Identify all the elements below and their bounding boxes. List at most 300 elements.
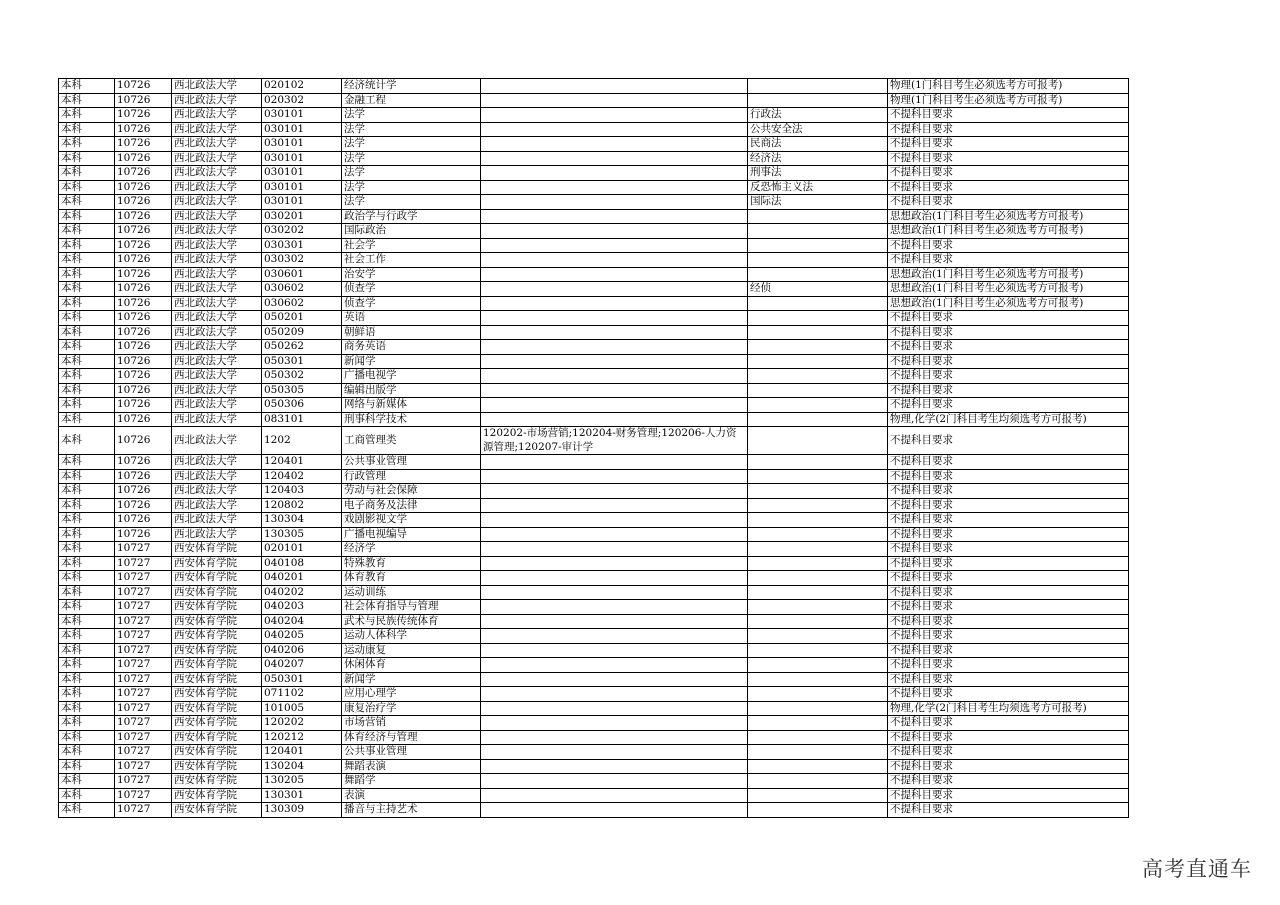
level-cell: 本科 bbox=[59, 672, 115, 687]
major-code-cell: 050301 bbox=[262, 672, 342, 687]
subject-requirement-cell: 不提科目要求 bbox=[888, 803, 1129, 818]
major-name-cell: 播音与主持艺术 bbox=[342, 803, 481, 818]
included-majors-cell bbox=[481, 93, 748, 108]
subject-requirement-cell: 不提科目要求 bbox=[888, 238, 1129, 253]
major-code-cell: 030302 bbox=[262, 253, 342, 268]
school-code-cell: 10727 bbox=[115, 629, 172, 644]
included-majors-cell bbox=[481, 571, 748, 586]
direction-cell bbox=[748, 93, 888, 108]
school-name-cell: 西安体育学院 bbox=[172, 672, 262, 687]
school-name-cell: 西北政法大学 bbox=[172, 354, 262, 369]
major-name-cell: 政治学与行政学 bbox=[342, 209, 481, 224]
school-code-cell: 10726 bbox=[115, 166, 172, 181]
school-code-cell: 10726 bbox=[115, 469, 172, 484]
direction-cell bbox=[748, 701, 888, 716]
included-majors-cell bbox=[481, 455, 748, 470]
direction-cell bbox=[748, 759, 888, 774]
included-majors-cell bbox=[481, 716, 748, 731]
table-row bbox=[59, 571, 1129, 586]
level-cell: 本科 bbox=[59, 455, 115, 470]
school-code-cell: 10727 bbox=[115, 716, 172, 731]
major-name-cell: 公共事业管理 bbox=[342, 455, 481, 470]
table-row bbox=[59, 166, 1129, 181]
included-majors-cell bbox=[481, 730, 748, 745]
included-majors-cell bbox=[481, 354, 748, 369]
major-name-cell: 应用心理学 bbox=[342, 687, 481, 702]
school-name-cell: 西北政法大学 bbox=[172, 484, 262, 499]
subject-requirement-cell: 不提科目要求 bbox=[888, 484, 1129, 499]
table-row bbox=[59, 513, 1129, 528]
major-name-cell: 新闻学 bbox=[342, 672, 481, 687]
major-code-cell: 030201 bbox=[262, 209, 342, 224]
subject-requirement-cell: 不提科目要求 bbox=[888, 629, 1129, 644]
level-cell: 本科 bbox=[59, 93, 115, 108]
school-name-cell: 西北政法大学 bbox=[172, 209, 262, 224]
school-code-cell: 10727 bbox=[115, 658, 172, 673]
major-code-cell: 083101 bbox=[262, 412, 342, 427]
direction-cell bbox=[748, 803, 888, 818]
subject-requirement-cell: 不提科目要求 bbox=[888, 614, 1129, 629]
major-name-cell: 特殊教育 bbox=[342, 556, 481, 571]
direction-cell bbox=[748, 498, 888, 513]
direction-cell bbox=[748, 369, 888, 384]
school-code-cell: 10727 bbox=[115, 803, 172, 818]
level-cell: 本科 bbox=[59, 701, 115, 716]
subject-requirement-cell: 不提科目要求 bbox=[888, 585, 1129, 600]
included-majors-cell bbox=[481, 224, 748, 239]
direction-cell bbox=[748, 354, 888, 369]
level-cell: 本科 bbox=[59, 108, 115, 123]
included-majors-cell bbox=[481, 296, 748, 311]
table-row bbox=[59, 427, 1129, 455]
included-majors-cell bbox=[481, 701, 748, 716]
major-name-cell: 编辑出版学 bbox=[342, 383, 481, 398]
subject-requirement-cell: 不提科目要求 bbox=[888, 788, 1129, 803]
school-name-cell: 西北政法大学 bbox=[172, 180, 262, 195]
major-code-cell: 020302 bbox=[262, 93, 342, 108]
included-majors-cell bbox=[481, 369, 748, 384]
subject-requirement-cell: 不提科目要求 bbox=[888, 687, 1129, 702]
included-majors-cell bbox=[481, 238, 748, 253]
level-cell: 本科 bbox=[59, 614, 115, 629]
major-code-cell: 120202 bbox=[262, 716, 342, 731]
school-code-cell: 10727 bbox=[115, 556, 172, 571]
school-code-cell: 10726 bbox=[115, 311, 172, 326]
major-code-cell: 120403 bbox=[262, 484, 342, 499]
major-name-cell: 社会体育指导与管理 bbox=[342, 600, 481, 615]
major-code-cell: 050201 bbox=[262, 311, 342, 326]
level-cell: 本科 bbox=[59, 398, 115, 413]
school-code-cell: 10726 bbox=[115, 151, 172, 166]
major-code-cell: 130301 bbox=[262, 788, 342, 803]
included-majors-cell bbox=[481, 253, 748, 268]
school-code-cell: 10727 bbox=[115, 745, 172, 760]
included-majors-cell bbox=[481, 412, 748, 427]
major-name-cell: 市场营销 bbox=[342, 716, 481, 731]
school-code-cell: 10727 bbox=[115, 643, 172, 658]
subject-requirement-cell: 不提科目要求 bbox=[888, 542, 1129, 557]
school-name-cell: 西北政法大学 bbox=[172, 383, 262, 398]
included-majors-cell bbox=[481, 383, 748, 398]
subject-requirement-cell: 不提科目要求 bbox=[888, 730, 1129, 745]
major-code-cell: 040108 bbox=[262, 556, 342, 571]
school-code-cell: 10726 bbox=[115, 427, 172, 455]
major-name-cell: 戏剧影视文学 bbox=[342, 513, 481, 528]
direction-cell bbox=[748, 427, 888, 455]
major-name-cell: 运动人体科学 bbox=[342, 629, 481, 644]
table-row bbox=[59, 629, 1129, 644]
table-row bbox=[59, 730, 1129, 745]
table-row bbox=[59, 383, 1129, 398]
level-cell: 本科 bbox=[59, 484, 115, 499]
level-cell: 本科 bbox=[59, 643, 115, 658]
major-code-cell: 030602 bbox=[262, 296, 342, 311]
school-name-cell: 西安体育学院 bbox=[172, 585, 262, 600]
subject-requirement-cell: 不提科目要求 bbox=[888, 354, 1129, 369]
subject-requirement-cell: 不提科目要求 bbox=[888, 253, 1129, 268]
subject-requirement-cell: 思想政治(1门科目考生必须选考方可报考) bbox=[888, 296, 1129, 311]
included-majors-cell bbox=[481, 151, 748, 166]
direction-cell bbox=[748, 585, 888, 600]
included-majors-cell bbox=[481, 629, 748, 644]
school-code-cell: 10727 bbox=[115, 759, 172, 774]
direction-cell bbox=[748, 658, 888, 673]
direction-cell bbox=[748, 484, 888, 499]
level-cell: 本科 bbox=[59, 687, 115, 702]
school-name-cell: 西北政法大学 bbox=[172, 137, 262, 152]
school-name-cell: 西安体育学院 bbox=[172, 556, 262, 571]
direction-cell bbox=[748, 238, 888, 253]
school-code-cell: 10726 bbox=[115, 122, 172, 137]
major-name-cell: 英语 bbox=[342, 311, 481, 326]
school-name-cell: 西安体育学院 bbox=[172, 571, 262, 586]
direction-cell bbox=[748, 788, 888, 803]
direction-cell bbox=[748, 325, 888, 340]
major-name-cell: 新闻学 bbox=[342, 354, 481, 369]
school-name-cell: 西安体育学院 bbox=[172, 803, 262, 818]
school-code-cell: 10726 bbox=[115, 238, 172, 253]
school-name-cell: 西北政法大学 bbox=[172, 340, 262, 355]
table-row bbox=[59, 455, 1129, 470]
school-name-cell: 西北政法大学 bbox=[172, 369, 262, 384]
direction-cell bbox=[748, 643, 888, 658]
school-code-cell: 10727 bbox=[115, 542, 172, 557]
school-name-cell: 西安体育学院 bbox=[172, 730, 262, 745]
subject-requirement-cell: 不提科目要求 bbox=[888, 498, 1129, 513]
school-code-cell: 10727 bbox=[115, 701, 172, 716]
major-code-cell: 130204 bbox=[262, 759, 342, 774]
school-name-cell: 西北政法大学 bbox=[172, 469, 262, 484]
subject-requirement-cell: 不提科目要求 bbox=[888, 513, 1129, 528]
major-name-cell: 运动训练 bbox=[342, 585, 481, 600]
major-code-cell: 040204 bbox=[262, 614, 342, 629]
table-row bbox=[59, 122, 1129, 137]
direction-cell: 行政法 bbox=[748, 108, 888, 123]
major-code-cell: 030101 bbox=[262, 122, 342, 137]
direction-cell bbox=[748, 672, 888, 687]
school-name-cell: 西安体育学院 bbox=[172, 701, 262, 716]
major-code-cell: 050301 bbox=[262, 354, 342, 369]
major-name-cell: 社会学 bbox=[342, 238, 481, 253]
level-cell: 本科 bbox=[59, 209, 115, 224]
table-row bbox=[59, 282, 1129, 297]
school-name-cell: 西北政法大学 bbox=[172, 122, 262, 137]
school-code-cell: 10726 bbox=[115, 282, 172, 297]
subject-requirement-cell: 不提科目要求 bbox=[888, 774, 1129, 789]
direction-cell: 刑事法 bbox=[748, 166, 888, 181]
level-cell: 本科 bbox=[59, 469, 115, 484]
major-code-cell: 030101 bbox=[262, 137, 342, 152]
included-majors-cell bbox=[481, 672, 748, 687]
major-name-cell: 法学 bbox=[342, 122, 481, 137]
major-name-cell: 商务英语 bbox=[342, 340, 481, 355]
major-name-cell: 电子商务及法律 bbox=[342, 498, 481, 513]
table-row bbox=[59, 354, 1129, 369]
major-name-cell: 体育经济与管理 bbox=[342, 730, 481, 745]
school-code-cell: 10726 bbox=[115, 108, 172, 123]
table-row bbox=[59, 108, 1129, 123]
table-row bbox=[59, 484, 1129, 499]
school-name-cell: 西北政法大学 bbox=[172, 195, 262, 210]
school-name-cell: 西北政法大学 bbox=[172, 108, 262, 123]
school-name-cell: 西北政法大学 bbox=[172, 151, 262, 166]
table-row bbox=[59, 180, 1129, 195]
school-code-cell: 10727 bbox=[115, 774, 172, 789]
included-majors-cell bbox=[481, 122, 748, 137]
direction-cell bbox=[748, 556, 888, 571]
school-code-cell: 10726 bbox=[115, 383, 172, 398]
major-name-cell: 舞蹈学 bbox=[342, 774, 481, 789]
included-majors-cell bbox=[481, 484, 748, 499]
level-cell: 本科 bbox=[59, 340, 115, 355]
included-majors-cell bbox=[481, 803, 748, 818]
major-name-cell: 网络与新媒体 bbox=[342, 398, 481, 413]
direction-cell: 经侦 bbox=[748, 282, 888, 297]
table-row bbox=[59, 224, 1129, 239]
included-majors-cell bbox=[481, 658, 748, 673]
school-code-cell: 10726 bbox=[115, 527, 172, 542]
school-name-cell: 西北政法大学 bbox=[172, 224, 262, 239]
major-name-cell: 社会工作 bbox=[342, 253, 481, 268]
school-code-cell: 10726 bbox=[115, 498, 172, 513]
school-name-cell: 西安体育学院 bbox=[172, 788, 262, 803]
level-cell: 本科 bbox=[59, 803, 115, 818]
school-name-cell: 西安体育学院 bbox=[172, 658, 262, 673]
table-row bbox=[59, 585, 1129, 600]
school-name-cell: 西北政法大学 bbox=[172, 527, 262, 542]
major-code-cell: 020101 bbox=[262, 542, 342, 557]
table-row bbox=[59, 253, 1129, 268]
level-cell: 本科 bbox=[59, 224, 115, 239]
school-code-cell: 10726 bbox=[115, 180, 172, 195]
major-code-cell: 120212 bbox=[262, 730, 342, 745]
included-majors-cell bbox=[481, 209, 748, 224]
included-majors-cell bbox=[481, 527, 748, 542]
table-row bbox=[59, 137, 1129, 152]
subject-requirement-cell: 物理(1门科目考生必须选考方可报考) bbox=[888, 79, 1129, 94]
major-code-cell: 030101 bbox=[262, 151, 342, 166]
major-name-cell: 经济学 bbox=[342, 542, 481, 557]
school-code-cell: 10726 bbox=[115, 195, 172, 210]
table-row bbox=[59, 542, 1129, 557]
direction-cell bbox=[748, 383, 888, 398]
school-name-cell: 西北政法大学 bbox=[172, 93, 262, 108]
table-row bbox=[59, 469, 1129, 484]
major-name-cell: 行政管理 bbox=[342, 469, 481, 484]
direction-cell bbox=[748, 340, 888, 355]
school-code-cell: 10726 bbox=[115, 79, 172, 94]
school-name-cell: 西安体育学院 bbox=[172, 614, 262, 629]
table-row bbox=[59, 745, 1129, 760]
school-code-cell: 10726 bbox=[115, 224, 172, 239]
table-row bbox=[59, 556, 1129, 571]
school-name-cell: 西安体育学院 bbox=[172, 774, 262, 789]
level-cell: 本科 bbox=[59, 238, 115, 253]
major-code-cell: 1202 bbox=[262, 427, 342, 455]
watermark: 高考直通车 bbox=[1142, 857, 1252, 881]
subject-requirement-cell: 思想政治(1门科目考生必须选考方可报考) bbox=[888, 282, 1129, 297]
level-cell: 本科 bbox=[59, 253, 115, 268]
major-name-cell: 武术与民族传统体育 bbox=[342, 614, 481, 629]
included-majors-cell bbox=[481, 600, 748, 615]
major-code-cell: 030301 bbox=[262, 238, 342, 253]
included-majors-cell bbox=[481, 542, 748, 557]
level-cell: 本科 bbox=[59, 137, 115, 152]
table-row bbox=[59, 79, 1129, 94]
major-code-cell: 040201 bbox=[262, 571, 342, 586]
included-majors-cell: 120202-市场营销;120204-财务管理;120206-人力资源管理;120207-审计学 bbox=[481, 427, 748, 455]
school-code-cell: 10726 bbox=[115, 412, 172, 427]
major-code-cell: 130304 bbox=[262, 513, 342, 528]
subject-requirement-cell: 不提科目要求 bbox=[888, 600, 1129, 615]
major-code-cell: 040205 bbox=[262, 629, 342, 644]
included-majors-cell bbox=[481, 267, 748, 282]
direction-cell bbox=[748, 614, 888, 629]
subject-requirement-cell: 不提科目要求 bbox=[888, 427, 1129, 455]
table-row bbox=[59, 788, 1129, 803]
level-cell: 本科 bbox=[59, 585, 115, 600]
major-code-cell: 130205 bbox=[262, 774, 342, 789]
subject-requirement-cell: 不提科目要求 bbox=[888, 325, 1129, 340]
direction-cell bbox=[748, 542, 888, 557]
table-row bbox=[59, 267, 1129, 282]
table-row bbox=[59, 687, 1129, 702]
direction-cell bbox=[748, 527, 888, 542]
major-code-cell: 050306 bbox=[262, 398, 342, 413]
school-name-cell: 西北政法大学 bbox=[172, 427, 262, 455]
table-row bbox=[59, 238, 1129, 253]
subject-requirement-cell: 不提科目要求 bbox=[888, 108, 1129, 123]
major-code-cell: 030202 bbox=[262, 224, 342, 239]
major-code-cell: 050305 bbox=[262, 383, 342, 398]
school-code-cell: 10727 bbox=[115, 614, 172, 629]
included-majors-cell bbox=[481, 585, 748, 600]
major-name-cell: 侦查学 bbox=[342, 296, 481, 311]
direction-cell: 反恐怖主义法 bbox=[748, 180, 888, 195]
direction-cell bbox=[748, 209, 888, 224]
school-code-cell: 10726 bbox=[115, 267, 172, 282]
subject-requirement-cell: 不提科目要求 bbox=[888, 643, 1129, 658]
school-code-cell: 10726 bbox=[115, 253, 172, 268]
major-name-cell: 运动康复 bbox=[342, 643, 481, 658]
level-cell: 本科 bbox=[59, 571, 115, 586]
school-code-cell: 10726 bbox=[115, 93, 172, 108]
subject-requirement-cell: 思想政治(1门科目考生必须选考方可报考) bbox=[888, 267, 1129, 282]
major-code-cell: 040207 bbox=[262, 658, 342, 673]
included-majors-cell bbox=[481, 180, 748, 195]
major-name-cell: 法学 bbox=[342, 180, 481, 195]
subject-requirement-cell: 不提科目要求 bbox=[888, 759, 1129, 774]
school-name-cell: 西安体育学院 bbox=[172, 643, 262, 658]
major-name-cell: 经济统计学 bbox=[342, 79, 481, 94]
table-row bbox=[59, 774, 1129, 789]
table-row bbox=[59, 311, 1129, 326]
school-name-cell: 西北政法大学 bbox=[172, 455, 262, 470]
major-name-cell: 治安学 bbox=[342, 267, 481, 282]
direction-cell bbox=[748, 253, 888, 268]
major-name-cell: 广播电视编导 bbox=[342, 527, 481, 542]
school-code-cell: 10726 bbox=[115, 137, 172, 152]
direction-cell: 民商法 bbox=[748, 137, 888, 152]
level-cell: 本科 bbox=[59, 745, 115, 760]
school-code-cell: 10727 bbox=[115, 571, 172, 586]
major-code-cell: 030101 bbox=[262, 166, 342, 181]
included-majors-cell bbox=[481, 745, 748, 760]
direction-cell bbox=[748, 224, 888, 239]
school-name-cell: 西北政法大学 bbox=[172, 412, 262, 427]
table-row bbox=[59, 296, 1129, 311]
major-name-cell: 法学 bbox=[342, 195, 481, 210]
level-cell: 本科 bbox=[59, 759, 115, 774]
subject-requirement-cell: 不提科目要求 bbox=[888, 716, 1129, 731]
level-cell: 本科 bbox=[59, 527, 115, 542]
school-code-cell: 10726 bbox=[115, 325, 172, 340]
included-majors-cell bbox=[481, 513, 748, 528]
major-code-cell: 101005 bbox=[262, 701, 342, 716]
included-majors-cell bbox=[481, 498, 748, 513]
subject-requirement-cell: 不提科目要求 bbox=[888, 571, 1129, 586]
included-majors-cell bbox=[481, 469, 748, 484]
table-row bbox=[59, 672, 1129, 687]
major-name-cell: 金融工程 bbox=[342, 93, 481, 108]
major-code-cell: 050262 bbox=[262, 340, 342, 355]
major-name-cell: 法学 bbox=[342, 137, 481, 152]
major-name-cell: 体育教育 bbox=[342, 571, 481, 586]
table-body bbox=[59, 79, 1129, 818]
major-name-cell: 法学 bbox=[342, 166, 481, 181]
included-majors-cell bbox=[481, 643, 748, 658]
major-name-cell: 广播电视学 bbox=[342, 369, 481, 384]
table-row bbox=[59, 93, 1129, 108]
subject-requirement-cell: 不提科目要求 bbox=[888, 340, 1129, 355]
level-cell: 本科 bbox=[59, 412, 115, 427]
subject-requirement-cell: 不提科目要求 bbox=[888, 122, 1129, 137]
level-cell: 本科 bbox=[59, 354, 115, 369]
school-code-cell: 10726 bbox=[115, 513, 172, 528]
table-row bbox=[59, 614, 1129, 629]
direction-cell bbox=[748, 730, 888, 745]
subject-requirement-cell: 不提科目要求 bbox=[888, 745, 1129, 760]
school-code-cell: 10726 bbox=[115, 340, 172, 355]
level-cell: 本科 bbox=[59, 498, 115, 513]
subject-requirement-cell: 不提科目要求 bbox=[888, 195, 1129, 210]
major-code-cell: 030101 bbox=[262, 108, 342, 123]
direction-cell bbox=[748, 716, 888, 731]
subject-requirement-cell: 不提科目要求 bbox=[888, 672, 1129, 687]
school-name-cell: 西安体育学院 bbox=[172, 745, 262, 760]
level-cell: 本科 bbox=[59, 79, 115, 94]
major-code-cell: 130309 bbox=[262, 803, 342, 818]
